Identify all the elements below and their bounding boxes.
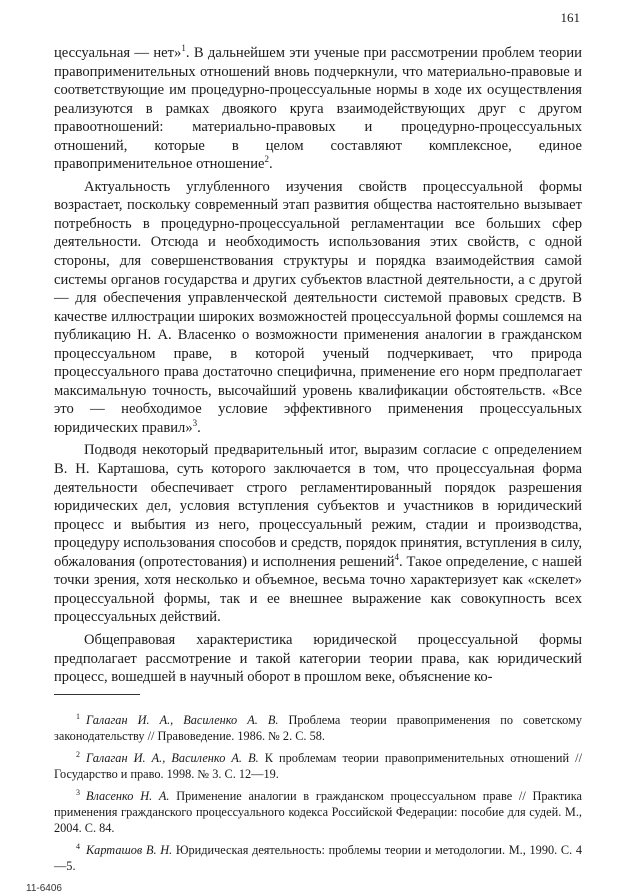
footnote-ref-4[interactable]: 4 bbox=[394, 551, 399, 562]
text-run: . bbox=[197, 419, 201, 436]
footnote-ref-2[interactable]: 2 bbox=[264, 154, 270, 165]
page-number: 161 bbox=[560, 10, 580, 25]
footnote-number: 3 bbox=[76, 787, 80, 797]
footnote-ref-3[interactable]: 3 bbox=[192, 418, 198, 429]
print-signature: 11-6406 bbox=[26, 883, 62, 894]
footnote-4 bbox=[54, 842, 582, 874]
footnote-text: Применение аналогии в гражданском процессуальном праве // Практика применения гражданского процессуального кодекса Российской Федерации: пособие для судей. М., 2004. С. 84. bbox=[54, 789, 582, 835]
footnote-text: Юридическая деятельность: проблемы теории и методологии. М., 1990. С. 4—5. bbox=[54, 843, 582, 873]
text-run: Актуальность углубленного изучения свойств процессуальной формы возрастает, поскольку современный этап развития общества настоятельно вызывает потребность в процедурно-процессуальной регламентации все больших сфер деятельности. Отсюда и необходимость использования этих свойств, с одной стороны, для совершенствования структуры и порядка взаимодействия самой системы органов государства и других субъектов властной деятельности, а с другой — для обеспечения управленческой деятельности системой правовых средств. В качестве иллюстрации широких возможностей процессуальной формы сошлемся на публикацию Н. А. Власенко о возможности применения аналогии в гражданском процессуальном праве, в которой ученый подчеркивает, что природа процессуального права достаточно специфична, применение его норм предполагает максимальную точность, высочайший уровень квалификации обстоятельств. «Все это — необходимое условие эффективного применения процессуальных юридических правил» bbox=[54, 178, 582, 436]
text-run: . В дальнейшем эти ученые при рассмотрении проблем теории правоприменительных отношений вновь подчеркнули, что материально-правовые и соответствующие им процедурно-процессуальные нормы в ходе их осуществления реализуются в рамках двоякого круга взаимодействующих друг с другом правоотношений: материально-правовых и процедурно-процессуальных отношений, которые в целом составляют комплексное, единое правоприменительное отношение bbox=[54, 45, 582, 173]
footnote-author: Карташов В. Н. bbox=[86, 843, 173, 857]
body-text bbox=[54, 44, 582, 691]
footnote-text: Проблема теории правоприменения по советскому законодательству // Правоведение. 1986. № 2. С. 58. bbox=[54, 713, 582, 743]
footnote-author: Галаган И. А., Василенко А. В. bbox=[86, 713, 279, 727]
footnote-number: 2 bbox=[76, 749, 80, 759]
footnote-ref-1[interactable]: 1 bbox=[181, 43, 186, 54]
footnote-author: Галаган И. А., Василенко А. В. bbox=[86, 751, 259, 765]
text-run: Общеправовая характеристика юридической процессуальной формы предполагает рассмотрение и такой категории теории права, как юридический процесс, вошедшей в научный оборот в прошлом веке, объяснение ко- bbox=[54, 631, 582, 686]
footnote-number: 1 bbox=[76, 711, 80, 721]
footnote-author: Власенко Н. А. bbox=[86, 789, 170, 803]
text-run: . Такое определение, с нашей точки зрения, хотя несколько и объемное, весьма точно характеризует как «скелет» процессуальной формы, так и ее внешнее выражение как совокупность всех процессуальных действий. bbox=[54, 553, 582, 626]
footnote-2 bbox=[54, 750, 582, 782]
paragraph-4 bbox=[54, 631, 582, 687]
footnote-3 bbox=[54, 788, 582, 836]
text-run: . bbox=[269, 156, 273, 173]
footnote-divider bbox=[54, 694, 140, 695]
text-run: Подводя некоторый предварительный итог, выразим согласие с определением В. Н. Карташова, суть которого заключается в том, что процессуальная форма деятельности обеспечивает строго регламентированный порядок разрешения юридических дел, условия вступления субъектов и участников в юридический процесс и выбытия из него, процессуальный режим, стадии и производства, процедуру использования способов и средств, порядок принятия, вступления в силу, обжалования (опротестования) и исполнения решений bbox=[54, 442, 582, 570]
paragraph-2 bbox=[54, 178, 582, 438]
text-run: цессуальная — нет» bbox=[54, 45, 182, 61]
footnotes bbox=[54, 712, 582, 880]
paragraph-3 bbox=[54, 441, 582, 626]
footnote-number: 4 bbox=[76, 841, 80, 851]
paragraph-1 bbox=[54, 44, 582, 174]
footnote-1 bbox=[54, 712, 582, 744]
footnote-text: К проблемам теории правоприменительных отношений // Государство и право. 1998. № 3. С. 12—19. bbox=[54, 751, 582, 781]
